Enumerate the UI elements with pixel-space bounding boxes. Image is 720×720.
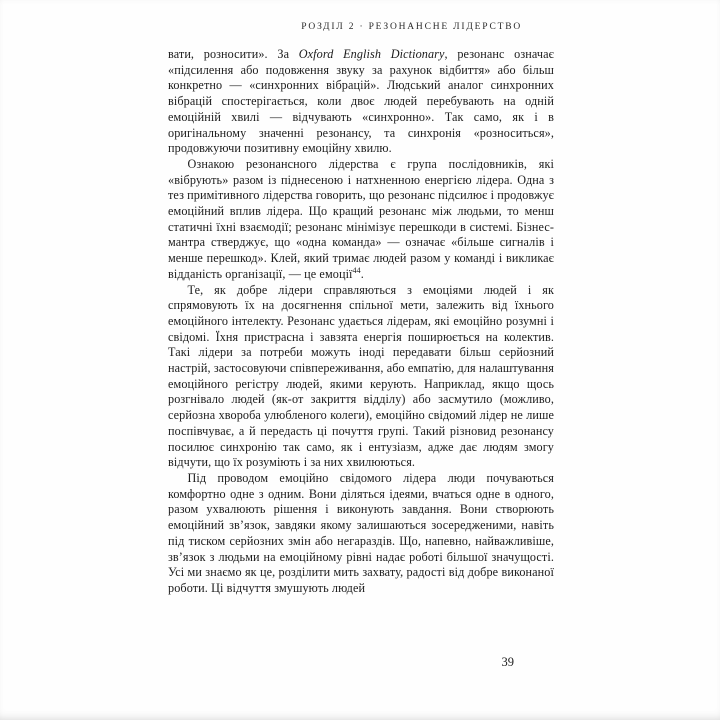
running-head-text: РОЗДІЛ 2 · РЕЗОНАНСНЕ ЛІДЕРСТВО: [301, 22, 522, 32]
text-block: [168, 47, 554, 597]
running-head: [168, 22, 522, 32]
paragraph-1-pre: вати, розносити». За: [168, 47, 299, 61]
paragraph-1-post: , резонанс означає «підсилення або подовження звуку за рахунок відбиття» або більш конкретно — «синхронних вібрацій». Людський аналог синхронних вібрацій спостерігається, коли двоє людей перебувають на одній емоційній хвилі — відчувають «синхронно». Так само, як і в оригінальному значенні резонансу, та синхронія «розноситься», продовжуючи позитивну емоційну хвилю.: [168, 47, 554, 156]
paragraph-2: [168, 157, 554, 283]
paragraph-1: [168, 47, 554, 157]
book-title-italic: Oxford English Dictionary: [298, 47, 445, 61]
footnote-reference-44: 44: [352, 265, 361, 275]
paragraph-2-text: Ознакою резонансного лідерства є група послідовників, які «вібрують» разом із піднесеною і натхненною енергією лідера. Одна з тез примітивного лідерства говорить, що резонанс підсилює і продовжує емоційний вплив лідера. Що кращий резонанс між людьми, то менш статичні їхні взаємодії; резонанс мінімізує перешкоди в системі. Бізнес-мантра стверджує, що «одна команда» — означає «більше сигналів і менше перешкод». Клей, який тримає людей разом у команді і викликає відданість організації, — це емоції: [168, 156, 554, 281]
paragraph-3: Те, як добре лідери справляються з емоціями людей і як спрямовують їх на досягнення спільної мети, залежить від їхнього емоційного інтелекту. Резонанс удається лідерам, які емоційно розумні і свідомі. Їхня пристрасна і завзята енергія поширюється на колектив. Такі лідери за потреби можуть іноді передавати більш серйозний настрій, застосовуючи співпереживання, або емпатію, для налаштування емоційного регістру людей, якими керують. Наприклад, якщо щось розгнівало людей (як-от закриття відділу) або засмутило (можливо, серйозна хвороба улюбленого колеги), емоційно свідомий лідер не лише поспівчуває, а й передасть ці почуття групі. Такий різновид резонансу посилює синхронію так само, як і ентузіазм, адже дає людям змогу відчути, що їх розуміють і за них хвилюються.: [168, 282, 554, 470]
paragraph-4: Під проводом емоційно свідомого лідера люди почуваються комфортно одне з одним. Вони діляться ідеями, вчаться одне в одного, разом ухвалюють рішення і виконують завдання. Вони створюють емоційний зв’язок, завдяки якому залишаються зосередженими, навіть під тиском серйозних змін або негараздів. Що, напевно, найважливіше, зв’язок з людьми на емоційному рівні надає роботі більшої значущості. Усі ми знаємо як це, розділити мить захвату, радості від добре виконаної роботи. Ці відчуття змушують людей: [168, 470, 554, 595]
paragraph-2-after: .: [360, 266, 364, 281]
page-number: 39: [501, 655, 514, 669]
